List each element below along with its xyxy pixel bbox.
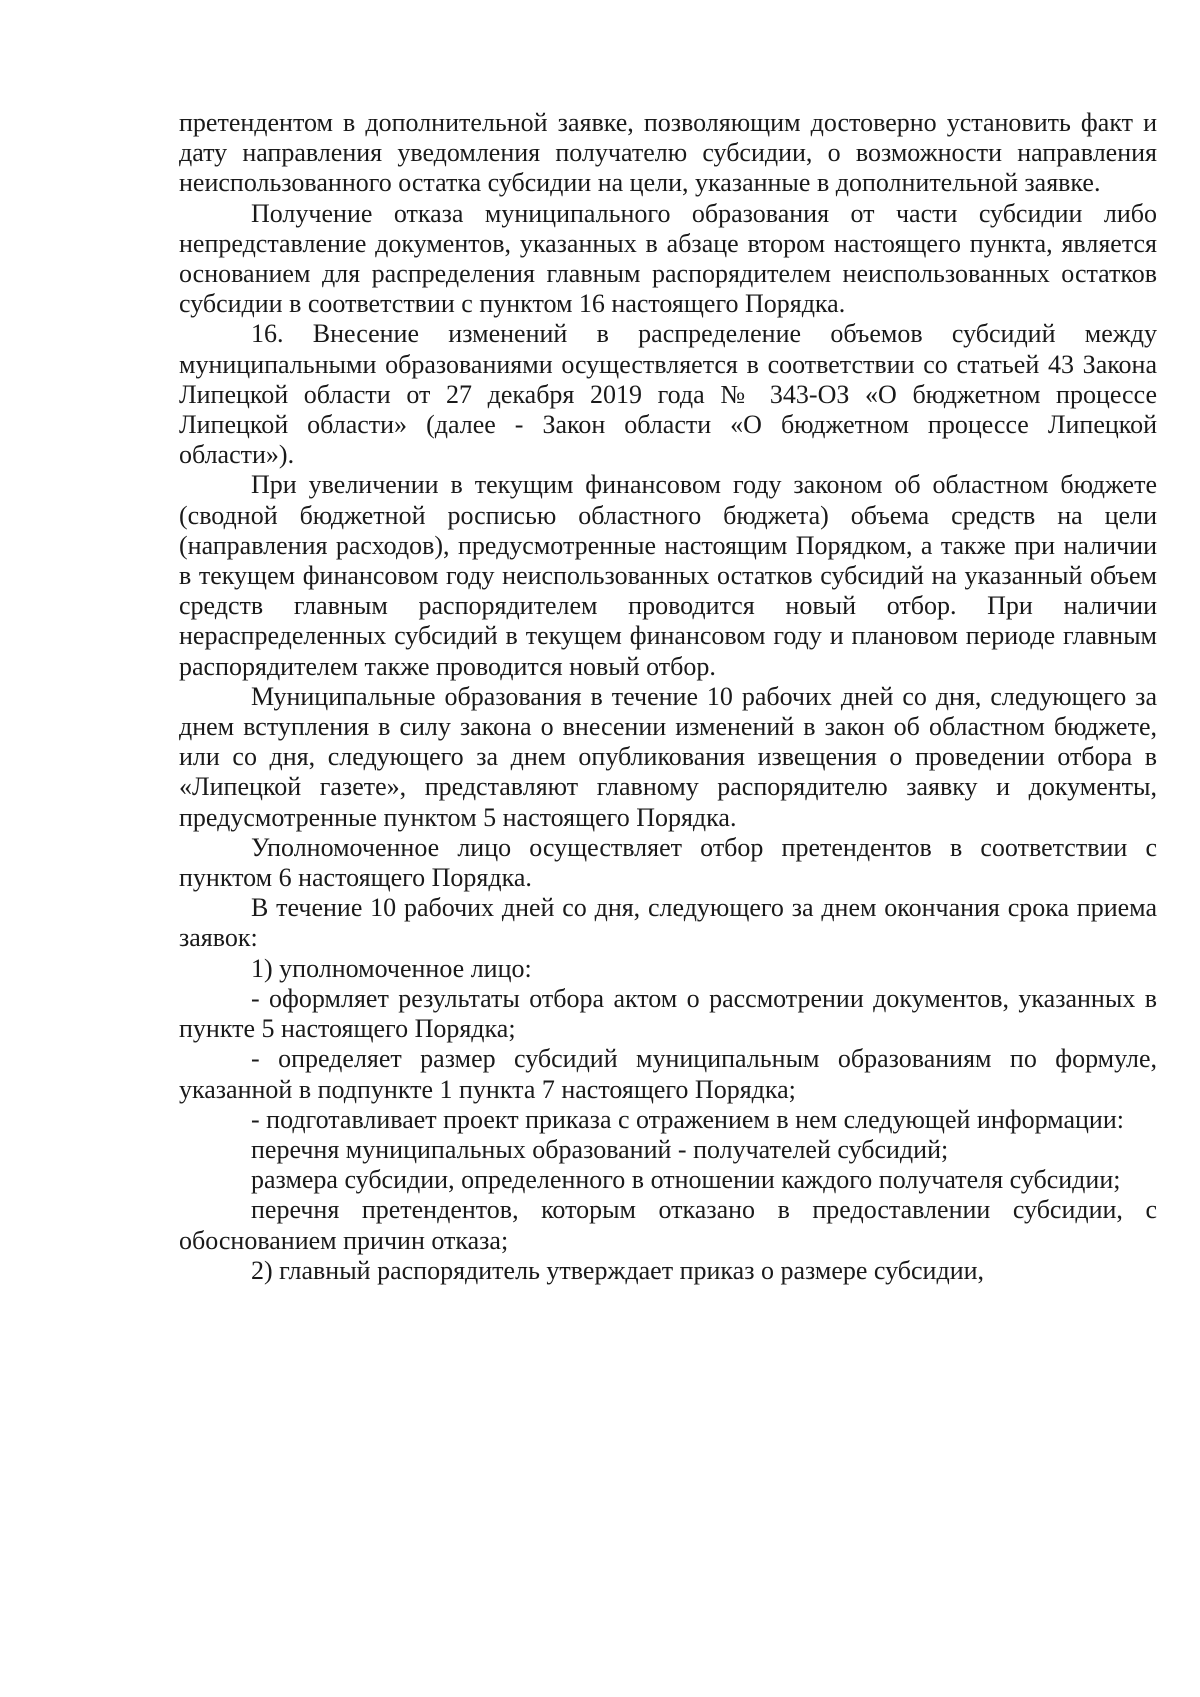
list-item: - определяет размер субсидий муниципальным образованиям по формуле, указанной в подпункте 1 пункта 7 настоящего Порядка; (179, 1044, 1157, 1104)
paragraph-clause-16: 16. Внесение изменений в распределение объемов субсидий между муниципальными образованиями осуществляется в соответствии со статьей 43 Закона Липецкой области от 27 декабря 2019 года № 343-ОЗ «О бюджетном процессе Липецкой области» (далее - Закон области «О бюджетном процессе Липецкой области»). (179, 319, 1157, 470)
document-body (179, 108, 1157, 1286)
list-item: перечня муниципальных образований - получателей субсидий; (251, 1134, 949, 1164)
list-item: - оформляет результаты отбора актом о рассмотрении документов, указанных в пункте 5 настоящего Порядка; (179, 983, 1157, 1044)
paragraph-continuation: претендентом в дополнительной заявке, позволяющим достоверно установить факт и дату направления уведомления получателю субсидии, о возможности направления неиспользованного остатка субсидии на цели, указанные в дополнительной заявке. (179, 108, 1157, 198)
paragraph: При увеличении в текущим финансовом году законом об областном бюджете (сводной бюджетной росписью областного бюджета) объема средств на цели (направления расходов), предусмотренные настоящим Порядком, а также при наличии в текущем финансовом году неиспользованных остатков субсидий на указанный объем средств главным распорядителем проводится новый отбор. При наличии нераспределенных субсидий в текущем финансовом году и плановом периоде главным распорядителем также проводится новый отбор. (179, 470, 1157, 681)
list-item: - подготавливает проект приказа с отражением в нем следующей информации: (251, 1104, 1124, 1134)
list-item: 1) уполномоченное лицо: (251, 953, 532, 983)
paragraph: В течение 10 рабочих дней со дня, следующего за днем окончания срока приема заявок: (179, 893, 1157, 953)
paragraph: Получение отказа муниципального образования от части субсидии либо непредставление документов, указанных в абзаце втором настоящего пункта, является основанием для распределения главным распорядителем неиспользованных остатков субсидии в соответствии с пунктом 16 настоящего Порядка. (179, 198, 1157, 319)
list-item: перечня претендентов, которым отказано в предоставлении субсидии, с обоснованием причин отказа; (179, 1195, 1157, 1255)
paragraph: Уполномоченное лицо осуществляет отбор претендентов в соответствии с пунктом 6 настоящего Порядка. (179, 832, 1157, 893)
paragraph: Муниципальные образования в течение 10 рабочих дней со дня, следующего за днем вступления в силу закона о внесении изменений в закон об областном бюджете, или со дня, следующего за днем опубликования извещения о проведении отбора в «Липецкой газете», представляют главному распорядителю заявку и документы, предусмотренные пунктом 5 настоящего Порядка. (179, 681, 1157, 832)
list-item: размера субсидии, определенного в отношении каждого получателя субсидии; (251, 1165, 1121, 1195)
list-item: 2) главный распорядитель утверждает приказ о размере субсидии, (251, 1255, 985, 1285)
